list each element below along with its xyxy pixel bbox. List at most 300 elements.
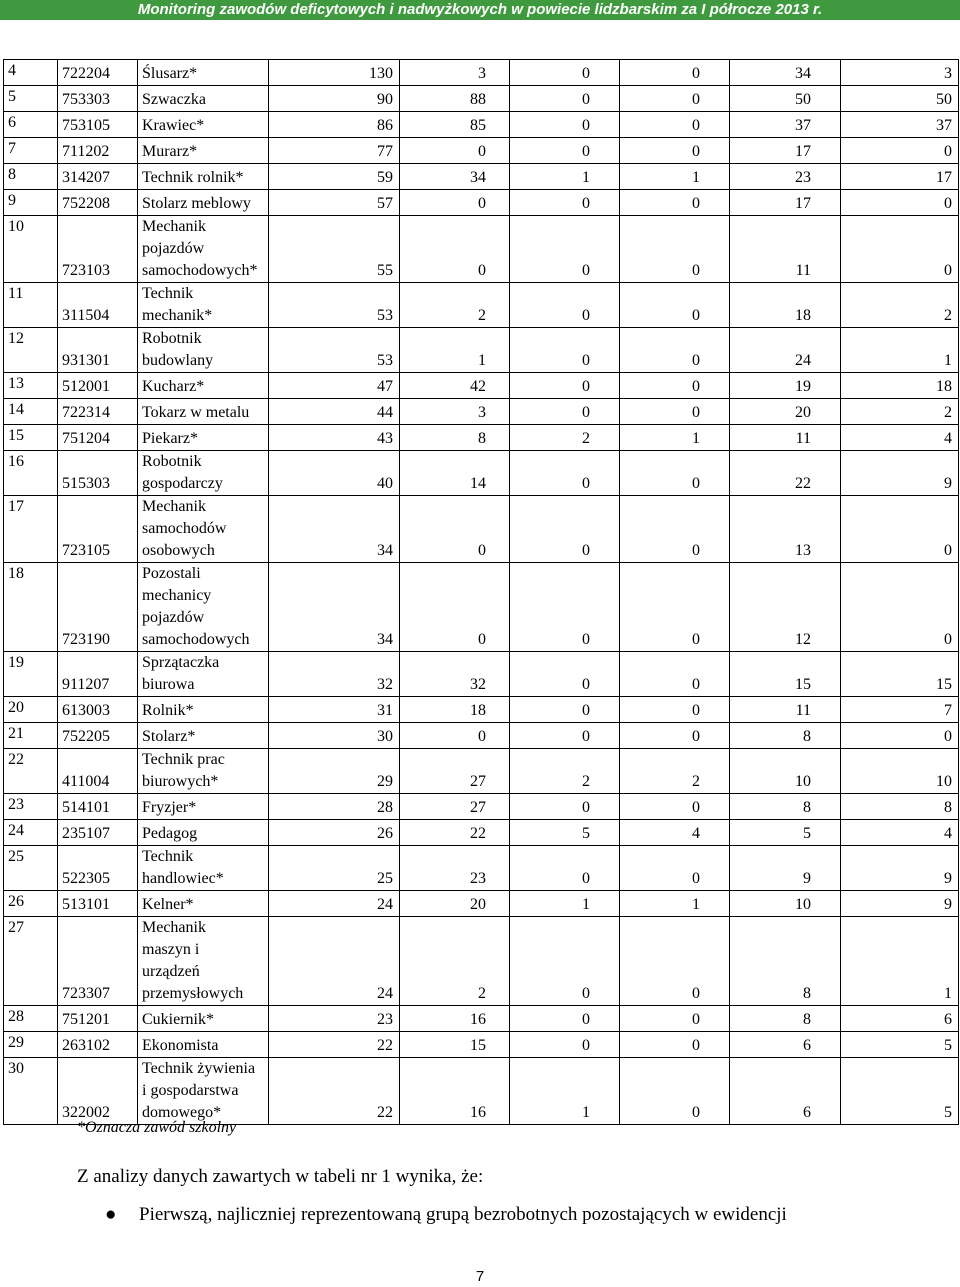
- value-cell: 85: [400, 112, 510, 138]
- value-cell: 2: [841, 283, 959, 328]
- occupation-code: 723103: [58, 216, 138, 283]
- table-row: [4, 652, 959, 697]
- occupation-name: [138, 652, 269, 697]
- occupation-code: 411004: [58, 749, 138, 794]
- value-cell: 0: [620, 1032, 730, 1058]
- occupation-name-line: Technik rolnik*: [142, 169, 244, 186]
- value-cell: 50: [730, 86, 841, 112]
- value-cell: 0: [841, 563, 959, 652]
- occupation-name-line: Tokarz w metalu: [142, 404, 250, 421]
- row-number: 8: [4, 164, 58, 190]
- occupation-name-line: Kelner*: [142, 896, 194, 913]
- value-cell: 29: [269, 749, 400, 794]
- occupation-name-line: biurowych*: [142, 773, 219, 790]
- occupation-name: [138, 425, 269, 451]
- occupation-name-line: mechanicy: [142, 587, 212, 604]
- occupation-name-line: Stolarz*: [142, 728, 196, 745]
- value-cell: 24: [269, 891, 400, 917]
- value-cell: 0: [510, 563, 620, 652]
- occupation-name-line: osobowych: [142, 542, 215, 559]
- row-number: 18: [4, 563, 58, 652]
- table-row: [4, 891, 959, 917]
- value-cell: 22: [730, 451, 841, 496]
- value-cell: 8: [730, 723, 841, 749]
- value-cell: 1: [620, 164, 730, 190]
- occupation-name-line: Stolarz meblowy: [142, 195, 251, 212]
- row-number: 24: [4, 820, 58, 846]
- occupation-name: [138, 451, 269, 496]
- occupation-code: 515303: [58, 451, 138, 496]
- occupation-name-line: Mechanik: [142, 498, 206, 515]
- occupation-name: [138, 723, 269, 749]
- value-cell: 0: [510, 328, 620, 373]
- value-cell: 34: [269, 563, 400, 652]
- occupation-name: [138, 216, 269, 283]
- value-cell: 0: [620, 399, 730, 425]
- occupation-code: 751201: [58, 1006, 138, 1032]
- value-cell: 9: [841, 846, 959, 891]
- value-cell: 0: [620, 723, 730, 749]
- value-cell: 42: [400, 373, 510, 399]
- value-cell: 18: [400, 697, 510, 723]
- value-cell: 15: [841, 652, 959, 697]
- value-cell: 5: [510, 820, 620, 846]
- row-number: 10: [4, 216, 58, 283]
- occupation-name: [138, 112, 269, 138]
- occupation-name-line: samochodowych: [142, 631, 250, 648]
- row-number: 6: [4, 112, 58, 138]
- value-cell: 4: [841, 820, 959, 846]
- table-row: [4, 138, 959, 164]
- value-cell: 1: [841, 328, 959, 373]
- value-cell: 8: [841, 794, 959, 820]
- value-cell: 9: [841, 451, 959, 496]
- value-cell: 53: [269, 283, 400, 328]
- value-cell: 53: [269, 328, 400, 373]
- value-cell: 2: [841, 399, 959, 425]
- occupation-name-line: Robotnik: [142, 330, 202, 347]
- occupation-name-line: Ślusarz*: [142, 65, 198, 82]
- value-cell: 16: [400, 1058, 510, 1125]
- occupation-name: [138, 60, 269, 86]
- occupation-name: [138, 917, 269, 1006]
- occupation-name-line: urządzeń: [142, 963, 200, 980]
- occupation-name-line: pojazdów: [142, 240, 205, 257]
- occupation-name-line: Ekonomista: [142, 1037, 219, 1054]
- table-row: [4, 190, 959, 216]
- occupation-code: 751204: [58, 425, 138, 451]
- value-cell: 18: [730, 283, 841, 328]
- row-number: 25: [4, 846, 58, 891]
- table-row: [4, 496, 959, 563]
- value-cell: 0: [620, 60, 730, 86]
- value-cell: 0: [620, 917, 730, 1006]
- value-cell: 0: [510, 373, 620, 399]
- occupation-name-line: Cukiernik*: [142, 1011, 214, 1028]
- table-row: [4, 216, 959, 283]
- occupation-name: [138, 328, 269, 373]
- table-row: [4, 794, 959, 820]
- row-number: 21: [4, 723, 58, 749]
- occupation-name-line: Technik: [142, 848, 194, 865]
- value-cell: 0: [510, 1006, 620, 1032]
- value-cell: 2: [510, 749, 620, 794]
- value-cell: 0: [620, 794, 730, 820]
- occupation-name: [138, 820, 269, 846]
- row-number: 20: [4, 697, 58, 723]
- occupation-name-line: Robotnik: [142, 453, 202, 470]
- value-cell: 2: [510, 425, 620, 451]
- value-cell: 0: [620, 1058, 730, 1125]
- occupation-code: 613003: [58, 697, 138, 723]
- occupation-name-line: handlowiec*: [142, 870, 224, 887]
- value-cell: 0: [510, 794, 620, 820]
- document-header: Monitoring zawodów deficytowych i nadwyżkowych w powiecie lidzbarskim za I półrocze 2013 r.: [0, 0, 960, 20]
- value-cell: 0: [620, 190, 730, 216]
- value-cell: 27: [400, 794, 510, 820]
- table-row: [4, 283, 959, 328]
- value-cell: 44: [269, 399, 400, 425]
- value-cell: 0: [620, 216, 730, 283]
- value-cell: 0: [620, 496, 730, 563]
- value-cell: 0: [400, 216, 510, 283]
- value-cell: 24: [269, 917, 400, 1006]
- occupation-name-line: przemysłowych: [142, 985, 244, 1002]
- row-number: 5: [4, 86, 58, 112]
- value-cell: 0: [620, 373, 730, 399]
- value-cell: 22: [400, 820, 510, 846]
- value-cell: 0: [510, 917, 620, 1006]
- occupation-code: 235107: [58, 820, 138, 846]
- value-cell: 0: [400, 563, 510, 652]
- row-number: 23: [4, 794, 58, 820]
- occupation-name-line: Pozostali: [142, 565, 201, 582]
- table-row: [4, 373, 959, 399]
- row-number: 27: [4, 917, 58, 1006]
- occupation-code: 722204: [58, 60, 138, 86]
- occupation-code: 753105: [58, 112, 138, 138]
- value-cell: 55: [269, 216, 400, 283]
- row-number: 14: [4, 399, 58, 425]
- occupation-code: 722314: [58, 399, 138, 425]
- occupation-name: [138, 697, 269, 723]
- value-cell: 13: [730, 496, 841, 563]
- value-cell: 19: [730, 373, 841, 399]
- value-cell: 17: [730, 190, 841, 216]
- occupation-code: 911207: [58, 652, 138, 697]
- analysis-paragraph: Z analizy danych zawartych w tabeli nr 1 wynika, że:: [77, 1166, 484, 1187]
- occupation-code: 322002: [58, 1058, 138, 1125]
- occupation-name: [138, 563, 269, 652]
- table-row: [4, 723, 959, 749]
- occupation-code: 753303: [58, 86, 138, 112]
- occupation-name-line: samochodowych*: [142, 262, 258, 279]
- occupation-code: 314207: [58, 164, 138, 190]
- table-row: [4, 563, 959, 652]
- occupation-name-line: samochodów: [142, 520, 227, 537]
- value-cell: 8: [730, 917, 841, 1006]
- bullet-item: [105, 1204, 787, 1226]
- occupation-name-line: biurowa: [142, 676, 195, 693]
- value-cell: 0: [841, 496, 959, 563]
- value-cell: 57: [269, 190, 400, 216]
- occupation-name-line: i gospodarstwa: [142, 1082, 239, 1099]
- occupation-code: 513101: [58, 891, 138, 917]
- value-cell: 0: [510, 496, 620, 563]
- occupation-name: [138, 749, 269, 794]
- value-cell: 1: [620, 891, 730, 917]
- value-cell: 47: [269, 373, 400, 399]
- value-cell: 6: [841, 1006, 959, 1032]
- value-cell: 20: [400, 891, 510, 917]
- value-cell: 5: [730, 820, 841, 846]
- value-cell: 8: [730, 1006, 841, 1032]
- value-cell: 0: [620, 138, 730, 164]
- value-cell: 0: [510, 1032, 620, 1058]
- row-number: 26: [4, 891, 58, 917]
- table-row: [4, 749, 959, 794]
- table-row: [4, 86, 959, 112]
- row-number: 4: [4, 60, 58, 86]
- value-cell: 6: [730, 1032, 841, 1058]
- occupation-name-line: maszyn i: [142, 941, 200, 958]
- value-cell: 15: [400, 1032, 510, 1058]
- value-cell: 0: [510, 283, 620, 328]
- value-cell: 43: [269, 425, 400, 451]
- table-row: [4, 1032, 959, 1058]
- value-cell: 28: [269, 794, 400, 820]
- occupation-code: 311504: [58, 283, 138, 328]
- occupations-table: [3, 59, 959, 1125]
- occupation-name: [138, 283, 269, 328]
- value-cell: 0: [400, 496, 510, 563]
- occupation-name: [138, 891, 269, 917]
- occupation-name-line: Pedagog: [142, 825, 198, 842]
- table-row: [4, 846, 959, 891]
- value-cell: 6: [730, 1058, 841, 1125]
- value-cell: 32: [400, 652, 510, 697]
- row-number: 17: [4, 496, 58, 563]
- value-cell: 0: [400, 190, 510, 216]
- value-cell: 18: [841, 373, 959, 399]
- value-cell: 0: [510, 216, 620, 283]
- table-row: [4, 697, 959, 723]
- value-cell: 0: [841, 138, 959, 164]
- value-cell: 7: [841, 697, 959, 723]
- occupation-name: [138, 86, 269, 112]
- value-cell: 0: [510, 86, 620, 112]
- footnote: *Oznacza zawód szkolny: [77, 1119, 237, 1136]
- value-cell: 0: [620, 451, 730, 496]
- table-row: [4, 425, 959, 451]
- occupation-code: 723307: [58, 917, 138, 1006]
- occupation-name: [138, 373, 269, 399]
- value-cell: 0: [510, 112, 620, 138]
- occupation-name-line: Murarz*: [142, 143, 198, 160]
- value-cell: 34: [400, 164, 510, 190]
- value-cell: 1: [510, 164, 620, 190]
- occupation-code: 514101: [58, 794, 138, 820]
- value-cell: 0: [510, 697, 620, 723]
- value-cell: 86: [269, 112, 400, 138]
- row-number: 28: [4, 1006, 58, 1032]
- value-cell: 23: [269, 1006, 400, 1032]
- occupation-name-line: Piekarz*: [142, 430, 198, 447]
- occupation-code: 723105: [58, 496, 138, 563]
- table-row: [4, 820, 959, 846]
- value-cell: 11: [730, 425, 841, 451]
- value-cell: 5: [841, 1058, 959, 1125]
- value-cell: 59: [269, 164, 400, 190]
- value-cell: 11: [730, 697, 841, 723]
- occupation-name: [138, 1058, 269, 1125]
- value-cell: 22: [269, 1058, 400, 1125]
- value-cell: 1: [400, 328, 510, 373]
- table-row: [4, 112, 959, 138]
- value-cell: 22: [269, 1032, 400, 1058]
- occupation-code: 263102: [58, 1032, 138, 1058]
- value-cell: 27: [400, 749, 510, 794]
- table-row: [4, 1006, 959, 1032]
- value-cell: 130: [269, 60, 400, 86]
- occupation-code: 522305: [58, 846, 138, 891]
- occupation-name-line: Technik prac: [142, 751, 225, 768]
- occupation-name-line: Szwaczka: [142, 91, 206, 108]
- value-cell: 0: [620, 283, 730, 328]
- value-cell: 0: [620, 112, 730, 138]
- occupation-name-line: pojazdów: [142, 609, 205, 626]
- row-number: 7: [4, 138, 58, 164]
- value-cell: 0: [841, 723, 959, 749]
- occupation-code: 752205: [58, 723, 138, 749]
- value-cell: 31: [269, 697, 400, 723]
- value-cell: 0: [620, 697, 730, 723]
- value-cell: 0: [510, 190, 620, 216]
- value-cell: 3: [400, 399, 510, 425]
- occupation-name-line: Sprzątaczka: [142, 654, 220, 671]
- occupation-name-line: Fryzjer*: [142, 799, 197, 816]
- occupation-name-line: Kucharz*: [142, 378, 205, 395]
- value-cell: 3: [400, 60, 510, 86]
- value-cell: 50: [841, 86, 959, 112]
- row-number: 22: [4, 749, 58, 794]
- value-cell: 0: [510, 652, 620, 697]
- value-cell: 14: [400, 451, 510, 496]
- table-row: [4, 328, 959, 373]
- table-row: [4, 399, 959, 425]
- value-cell: 26: [269, 820, 400, 846]
- occupation-name: [138, 138, 269, 164]
- value-cell: 0: [620, 328, 730, 373]
- value-cell: 0: [841, 216, 959, 283]
- value-cell: 34: [730, 60, 841, 86]
- occupation-name-line: budowlany: [142, 352, 214, 369]
- occupation-name-line: gospodarczy: [142, 475, 223, 492]
- value-cell: 17: [730, 138, 841, 164]
- occupation-name-line: Technik żywienia: [142, 1060, 256, 1077]
- value-cell: 3: [841, 60, 959, 86]
- value-cell: 32: [269, 652, 400, 697]
- value-cell: 0: [510, 451, 620, 496]
- row-number: 9: [4, 190, 58, 216]
- value-cell: 0: [510, 723, 620, 749]
- occupation-name: [138, 190, 269, 216]
- value-cell: 11: [730, 216, 841, 283]
- row-number: 29: [4, 1032, 58, 1058]
- occupation-name-line: domowego*: [142, 1104, 222, 1121]
- value-cell: 34: [269, 496, 400, 563]
- value-cell: 9: [841, 891, 959, 917]
- occupation-code: 752208: [58, 190, 138, 216]
- bullet-text: Pierwszą, najliczniej reprezentowaną grupą bezrobotnych pozostających w ewidencji: [139, 1204, 787, 1225]
- occupation-name: [138, 496, 269, 563]
- value-cell: 23: [400, 846, 510, 891]
- value-cell: 88: [400, 86, 510, 112]
- table-row: [4, 917, 959, 1006]
- occupation-name-line: Krawiec*: [142, 117, 205, 134]
- value-cell: 2: [400, 283, 510, 328]
- row-number: 16: [4, 451, 58, 496]
- value-cell: 10: [730, 891, 841, 917]
- value-cell: 0: [620, 846, 730, 891]
- occupation-name: [138, 1032, 269, 1058]
- value-cell: 12: [730, 563, 841, 652]
- value-cell: 0: [510, 399, 620, 425]
- row-number: 13: [4, 373, 58, 399]
- value-cell: 1: [510, 891, 620, 917]
- value-cell: 1: [620, 425, 730, 451]
- value-cell: 0: [620, 652, 730, 697]
- row-number: 30: [4, 1058, 58, 1125]
- row-number: 15: [4, 425, 58, 451]
- value-cell: 2: [620, 749, 730, 794]
- occupation-name-line: Technik: [142, 285, 194, 302]
- occupation-name: [138, 164, 269, 190]
- occupation-code: 931301: [58, 328, 138, 373]
- value-cell: 77: [269, 138, 400, 164]
- value-cell: 4: [841, 425, 959, 451]
- row-number: 11: [4, 283, 58, 328]
- value-cell: 40: [269, 451, 400, 496]
- occupation-name: [138, 1006, 269, 1032]
- value-cell: 2: [400, 917, 510, 1006]
- value-cell: 15: [730, 652, 841, 697]
- value-cell: 0: [510, 60, 620, 86]
- row-number: 19: [4, 652, 58, 697]
- table-row: [4, 1058, 959, 1125]
- value-cell: 0: [510, 138, 620, 164]
- value-cell: 0: [620, 86, 730, 112]
- value-cell: 30: [269, 723, 400, 749]
- value-cell: 1: [841, 917, 959, 1006]
- table-row: [4, 60, 959, 86]
- value-cell: 90: [269, 86, 400, 112]
- table-row: [4, 451, 959, 496]
- value-cell: 8: [400, 425, 510, 451]
- value-cell: 0: [510, 846, 620, 891]
- occupation-code: 512001: [58, 373, 138, 399]
- occupation-name-line: Mechanik: [142, 218, 206, 235]
- value-cell: 10: [730, 749, 841, 794]
- row-number: 12: [4, 328, 58, 373]
- value-cell: 0: [400, 723, 510, 749]
- value-cell: 0: [400, 138, 510, 164]
- value-cell: 16: [400, 1006, 510, 1032]
- table-row: [4, 164, 959, 190]
- value-cell: 1: [510, 1058, 620, 1125]
- occupation-code: 711202: [58, 138, 138, 164]
- occupation-code: 723190: [58, 563, 138, 652]
